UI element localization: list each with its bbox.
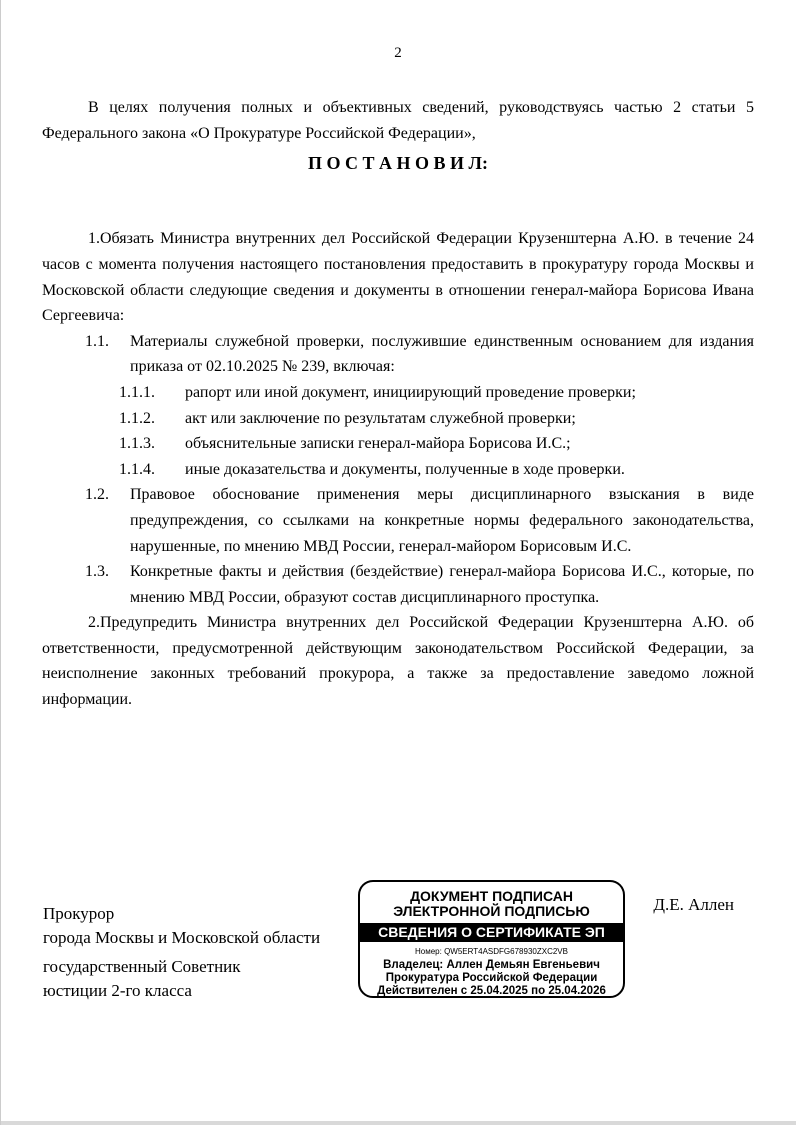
stamp-certificate-number: Номер: QW5ERT4ASDFG678930ZXC2VB bbox=[415, 947, 568, 956]
list-item-1-1 bbox=[42, 329, 754, 380]
list-item-text: Правовое обоснование применения меры дисциплинарного взыскания в виде предупреждения, со ссылками на конкретные нормы федерального законодательства, нарушенные, по мнению МВД России, генерал-майором Борисовым И.С. bbox=[130, 486, 754, 555]
list-item-number: 1.1. bbox=[85, 332, 109, 350]
list-item-number: 1.3. bbox=[85, 563, 109, 581]
signer-position-line: Прокурор bbox=[43, 904, 115, 923]
list-item-number: 1.1.3. bbox=[119, 435, 155, 453]
stamp-validity-line: Действителен с 25.04.2025 по 25.04.2026 bbox=[377, 985, 606, 997]
list-item-text: акт или заключение по результатам служебной проверки; bbox=[185, 409, 576, 427]
stamp-certificate-details bbox=[360, 959, 623, 998]
stamp-org-line: Прокуратура Российской Федерации bbox=[385, 972, 598, 984]
page-bottom-edge bbox=[1, 1121, 796, 1125]
electronic-signature-stamp bbox=[358, 880, 625, 998]
stamp-title-line: ДОКУМЕНТ ПОДПИСАН bbox=[410, 888, 573, 904]
signature-block bbox=[43, 880, 754, 1004]
list-item-1-2 bbox=[42, 482, 754, 559]
list-item-number: 1.1.1. bbox=[119, 383, 155, 401]
list-item-1-3 bbox=[42, 559, 754, 610]
list-item-1-1-4 bbox=[42, 457, 754, 483]
signer-rank bbox=[43, 955, 358, 1003]
list-item-text: иные доказательства и документы, полученные в ходе проверки. bbox=[185, 460, 625, 478]
signer-name: Д.Е. Аллен bbox=[653, 895, 734, 914]
stamp-title bbox=[360, 882, 623, 919]
resolution-item-2: 2.Предупредить Министра внутренних дел Российской Федерации Крузенштерна А.Ю. об ответственности, предусмотренной действующим законодательством Российской Федерации, за неисполнение законных требований прокурора, а также за предоставление заведомо ложной информации. bbox=[42, 614, 754, 709]
list-item-number: 1.2. bbox=[85, 486, 109, 504]
list-item-text: Конкретные факты и действия (бездействие) генерал-майора Борисова И.С., которые, по мнению МВД России, образуют состав дисциплинарного проступка. bbox=[130, 563, 754, 606]
list-item-1-1-3 bbox=[42, 431, 754, 457]
intro-paragraph: В целях получения полных и объективных сведений, руководствуясь частью 2 статьи 5 Федерального закона «О Прокуратуре Российской Федерации», bbox=[42, 99, 754, 142]
stamp-owner-line: Владелец: Аллен Демьян Евгеньевич bbox=[383, 959, 600, 971]
postanovil-heading: П О С Т А Н О В И Л: bbox=[308, 153, 488, 174]
signer-rank-line: государственный Советник bbox=[43, 957, 241, 977]
list-item-text: объяснительные записки генерал-майора Борисова И.С.; bbox=[185, 435, 571, 453]
list-item-1-1-2 bbox=[42, 406, 754, 432]
list-item-number: 1.1.4. bbox=[119, 460, 155, 478]
list-item-text: рапорт или иной документ, инициирующий проведение проверки; bbox=[185, 383, 636, 401]
stamp-certificate-bar: СВЕДЕНИЯ О СЕРТИФИКАТЕ ЭП bbox=[360, 923, 623, 942]
document-content bbox=[1, 0, 796, 713]
signer-position-line: города Москвы и Московской области bbox=[43, 928, 321, 948]
signer-position-rank bbox=[43, 880, 358, 1004]
stamp-title-line: ЭЛЕКТРОННОЙ ПОДПИСЬЮ bbox=[393, 903, 590, 919]
list-item-1-1-1 bbox=[42, 380, 754, 406]
resolution-item-1: 1.Обязать Министра внутренних дел Российской Федерации Крузенштерна А.Ю. в течение 24 часов с момента получения настоящего постановления предоставить в прокуратуру города Москвы и Московской области следующие сведения и документы в отношении генерал-майора Борисова Ивана Сергеевича: bbox=[42, 230, 754, 325]
list-item-number: 1.1.2. bbox=[119, 409, 155, 427]
list-item-text: Материалы служебной проверки, послужившие единственным основанием для издания приказа от 02.10.2025 № 239, включая: bbox=[130, 332, 754, 376]
signer-position bbox=[43, 902, 358, 950]
signer-rank-line: юстиции 2-го класса bbox=[43, 981, 192, 1001]
page-number: 2 bbox=[394, 45, 402, 61]
